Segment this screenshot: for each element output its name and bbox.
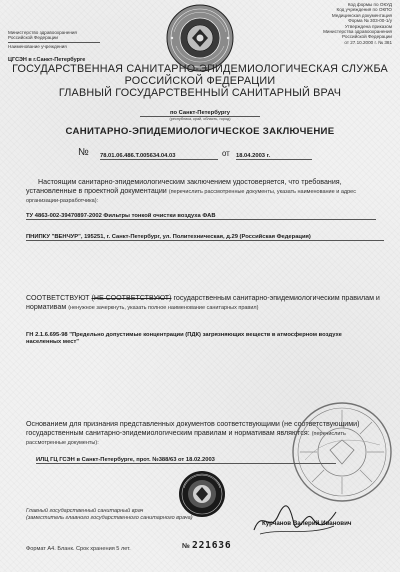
title-line: ГЛАВНЫЙ ГОСУДАРСТВЕННЫЙ САНИТАРНЫЙ ВРАЧ [58,87,342,100]
compliance-text: государственным санитарно-эпидемиологическим правилам и нормативам [26,294,380,311]
form-line: Медицинская документация [331,12,392,18]
ministry-line: Российской Федерации [8,35,58,41]
intro-caption: (перечислить рассмотренные документы, указать наименование и адрес организации-разработчика): [26,188,356,204]
conclusion-heading: САНИТАРНО-ЭПИДЕМИОЛОГИЧЕСКОЕ ЗАКЛЮЧЕНИЕ [65,126,335,137]
title-line: ГОСУДАРСТВЕННАЯ САНИТАРНО-ЭПИДЕМИОЛОГИЧЕСКАЯ СЛУЖБА [12,63,388,75]
developer-info: ПНИПКУ "ВЕНЧУР", 195251, г. Санкт-Петербург, ул. Политехническая, д.29 (Российская Федерация) [26,234,384,241]
divider [8,42,100,43]
compliance-no: (НЕ СООТВЕТСТВУЮТ) [91,294,172,302]
form-line: Код учреждения по ОКПО [336,7,392,13]
form-line: Утверждена приказом [344,23,392,29]
serial-number: 221636 [192,540,232,551]
paragraph-intro [26,178,384,206]
form-info-block [272,2,392,45]
form-footer: Формат А4. Бланк. Срок хранения 5 лет. [26,546,131,552]
form-line: Форма № 303-00-1/у [348,18,392,24]
title-line: РОССИЙСКОЙ ФЕДЕРАЦИИ [124,75,276,88]
form-line: от 27.10.2000 г. № 381 [344,39,392,45]
city-field: по Санкт-Петербургу [140,110,260,117]
ministry-line: Министерство здравоохранения [8,30,77,35]
compliance-caption: (ненужное зачеркнуть, указать полное наименование санитарных правил) [68,304,259,311]
role-line: (заместитель главного государственного санитарного врача) [26,515,193,521]
issuing-institution: ЦГСЭН в г.Санкт-Петербурге [8,57,86,63]
serial-sign: № [182,543,190,550]
signatory-role [26,508,256,522]
certificate-date: 18.04.2003 г. [236,153,312,160]
ministry-block [8,30,108,49]
intro-text: Настоящим санитарно-эпидемиологическим заключением удостоверяется, что требования, установленные в проектной документации [26,178,342,195]
sanitary-rules: ГН 2.1.6.695-98 "Предельно допустимые концентрации (ПДК) загрязняющих веществ в атмосферном воздухе населенных мест" [26,332,342,346]
basis-text: Основанием для признания представленных документов соответствующими (не соответствующими) государственным санитарно-эпидемиологическим правилам и нормативам являются: [26,420,360,437]
date-label: от [222,149,230,158]
city-caption: (республика, край, область, город) [169,117,231,121]
compliance-yes: СООТВЕТСТВУЮТ [26,294,90,302]
form-line: Российской Федерации [342,34,392,40]
role-line: Главный государственный санитарный врач [26,508,144,514]
document-title [10,63,390,100]
institution-label: Наименование учреждения [8,43,67,49]
form-line: Министерства здравоохранения [323,29,392,35]
form-line: Код формы по ОКУД [347,2,392,7]
basis-caption: (перечислить рассмотренные документы): [26,430,346,446]
basis-protocol: ИЛЦ ГЦ ГСЭН в Санкт-Петербурге, прот. №388/63 от 18.02.2003 [36,457,336,464]
number-sign: № [78,147,89,158]
paragraph-compliance [26,294,384,312]
signatory-name: Курчанов Валерий Иванович [262,520,352,527]
round-stamp-icon [290,400,394,504]
product-spec: ТУ 4863-002-39470897-2002 Фильтры тонкой очистки воздуха ФАВ [26,213,376,220]
certificate-number: 78.01.06.486.Т.005634.04.03 [100,153,218,160]
